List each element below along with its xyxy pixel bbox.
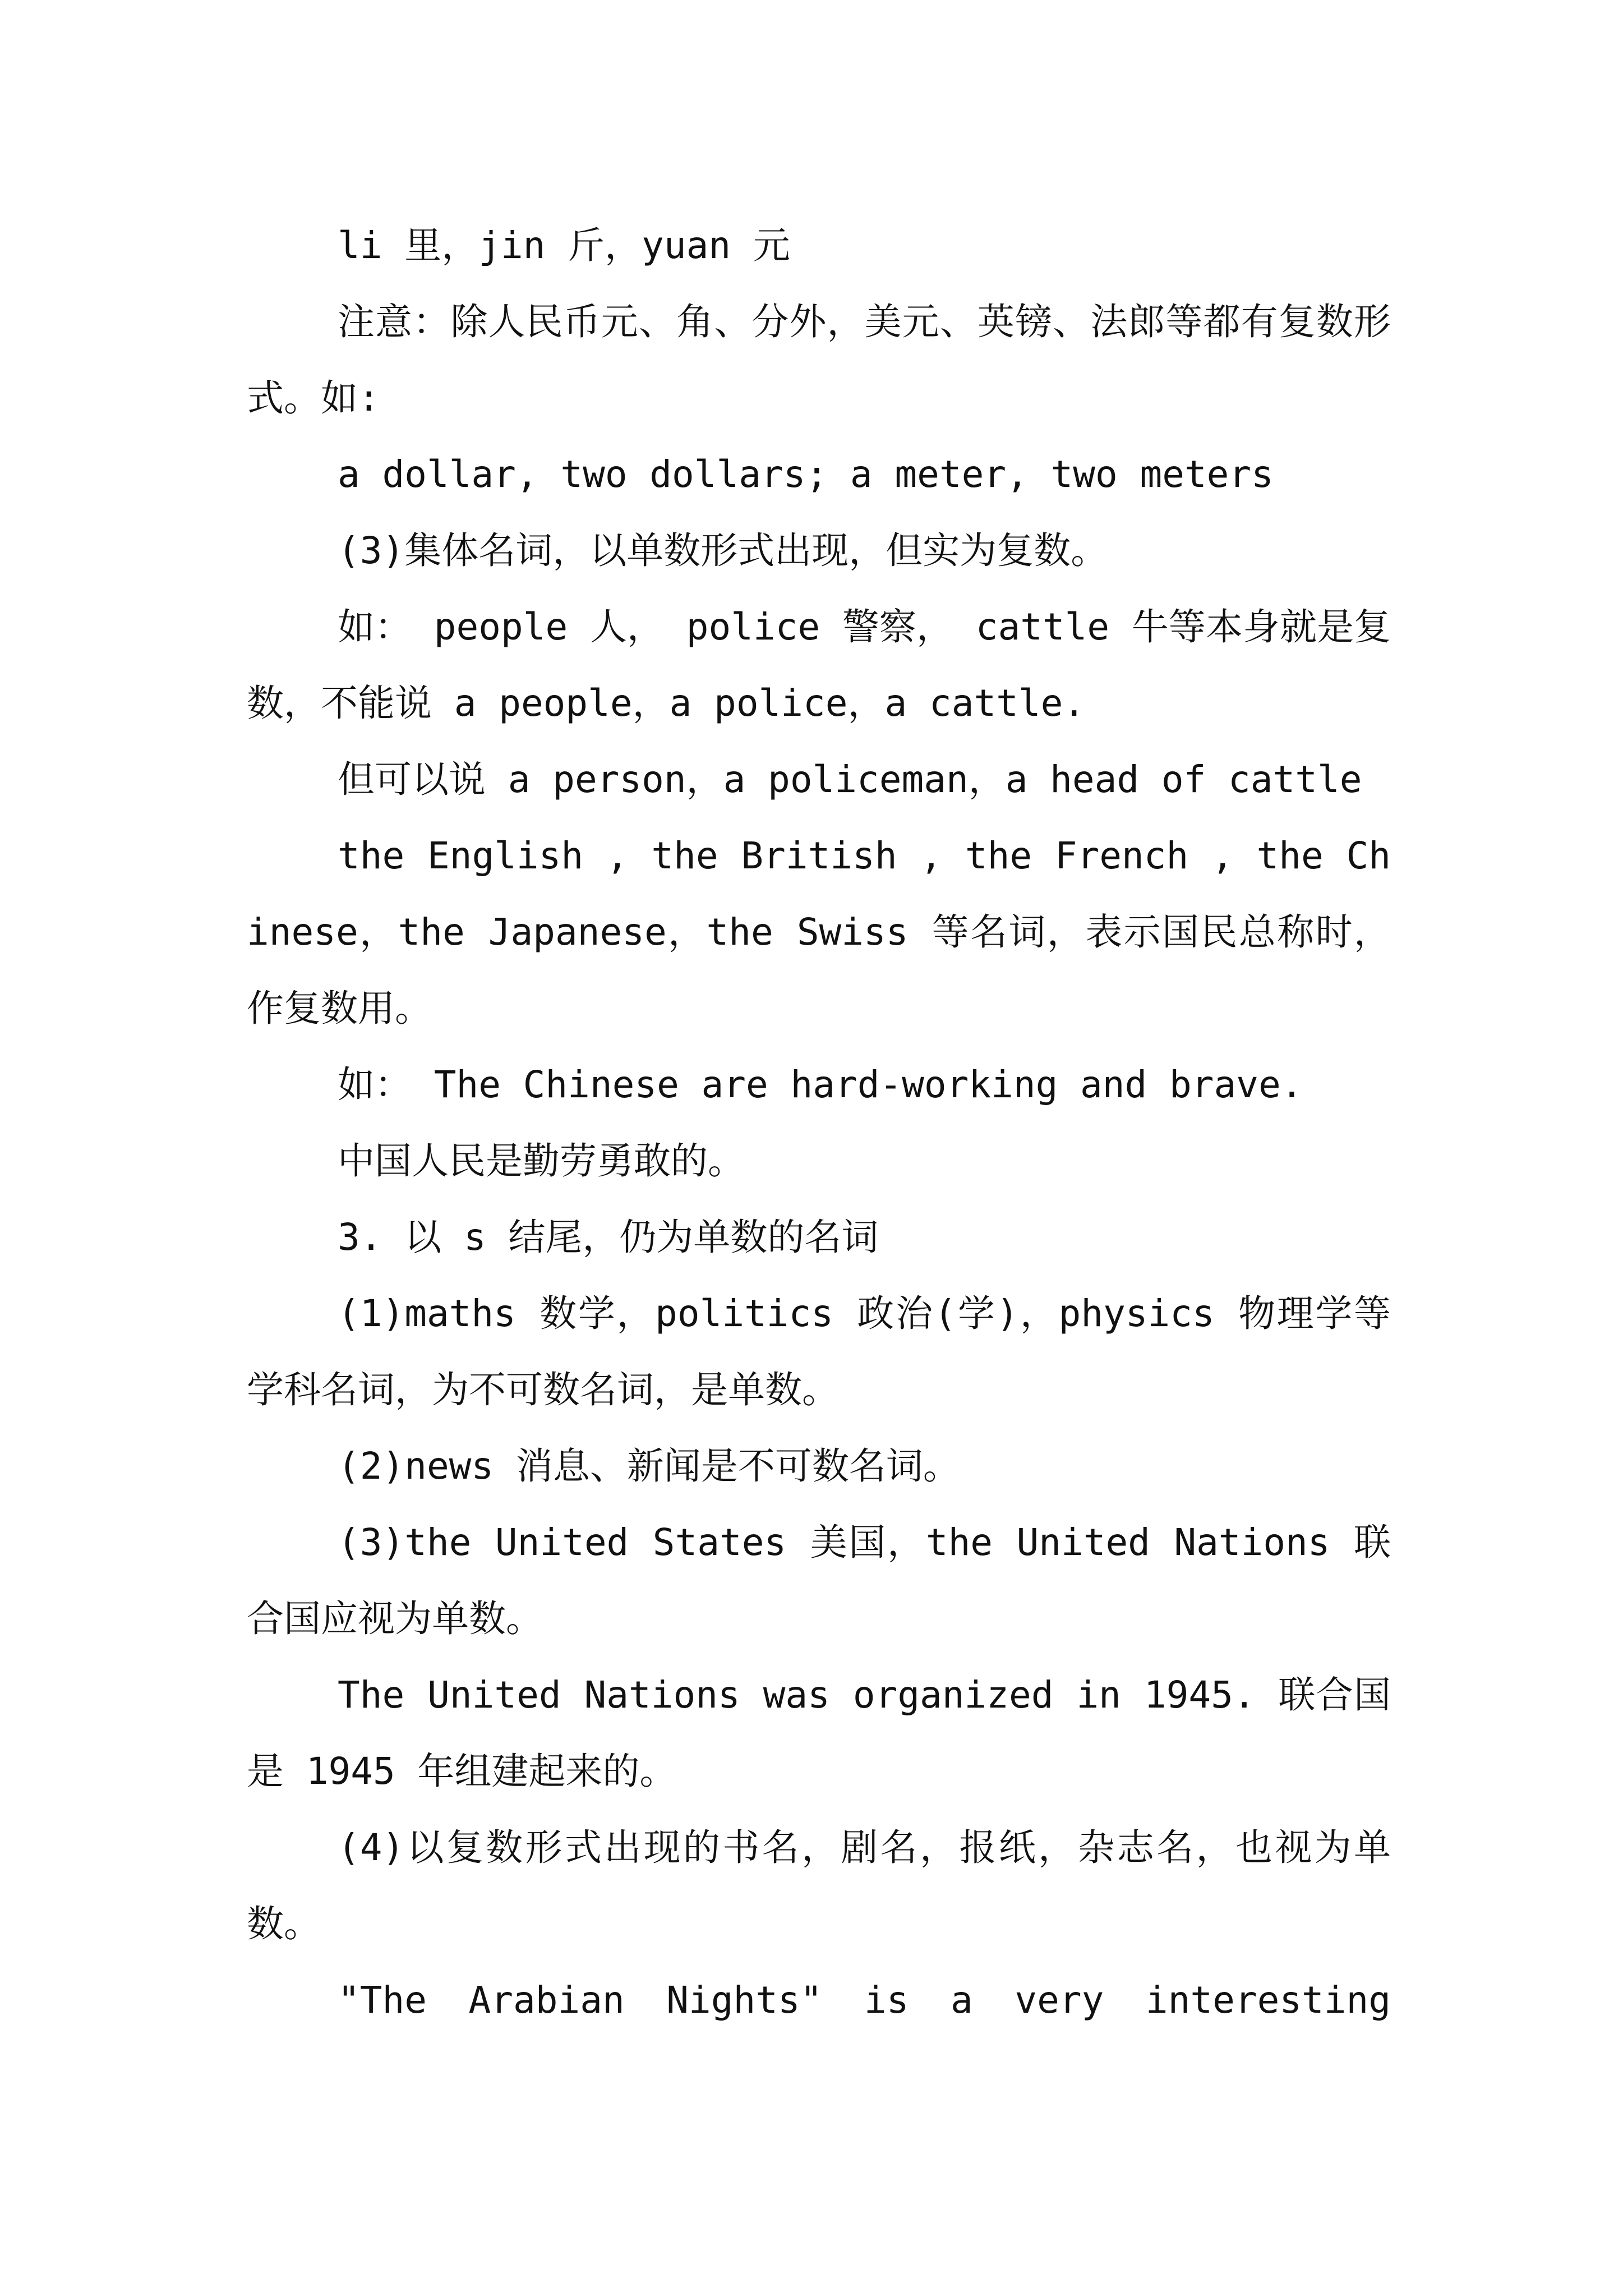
paragraph-chinese-translation: 中国人民是勤劳勇敢的。: [338, 1139, 745, 1182]
paragraph-heading-s-ending: 3. 以 s 结尾，仍为单数的名词: [338, 1216, 879, 1259]
paragraph-united-nations-example: The United Nations was organized in 1945. 联合国是 1945 年组建起来的。: [247, 1673, 1391, 1793]
paragraph-nationalities: the English , the British , the French , the Chinese，the Japanese，the Swiss 等名词，表示国民总称时，作复数用。: [247, 834, 1391, 1030]
paragraph-dollar-example: a dollar, two dollars; a meter, two meters: [338, 453, 1274, 496]
paragraph-titles: (4)以复数形式出现的书名，剧名，报纸，杂志名，也视为单数。: [247, 1826, 1391, 1945]
paragraph-person-policeman: 但可以说 a person，a policeman，a head of cattle: [338, 758, 1362, 801]
paragraph-people-police-cattle: 如： people 人， police 警察， cattle 牛等本身就是复数，不能说 a people，a police，a cattle.: [247, 605, 1391, 725]
paragraph-units: li 里，jin 斤，yuan 元: [338, 224, 790, 267]
paragraph-chinese-example: 如： The Chinese are hard-working and brave.: [338, 1063, 1303, 1106]
paragraph-collective-nouns: (3)集体名词，以单数形式出现，但实为复数。: [338, 529, 1108, 572]
paragraph-note-currency: 注意：除人民币元、角、分外，美元、英镑、法郎等都有复数形式。如:: [247, 300, 1391, 420]
paragraph-subjects: (1)maths 数学，politics 政治(学)，physics 物理学等学科名词，为不可数名词，是单数。: [247, 1292, 1391, 1411]
paragraph-united-states: (3)the United States 美国，the United Nations 联合国应视为单数。: [247, 1521, 1391, 1640]
paragraph-arabian-nights: "The Arabian Nights" is a very interesting: [338, 1978, 1391, 2022]
document-page: [247, 208, 1391, 2039]
paragraph-news: (2)news 消息、新闻是不可数名词。: [338, 1444, 960, 1488]
